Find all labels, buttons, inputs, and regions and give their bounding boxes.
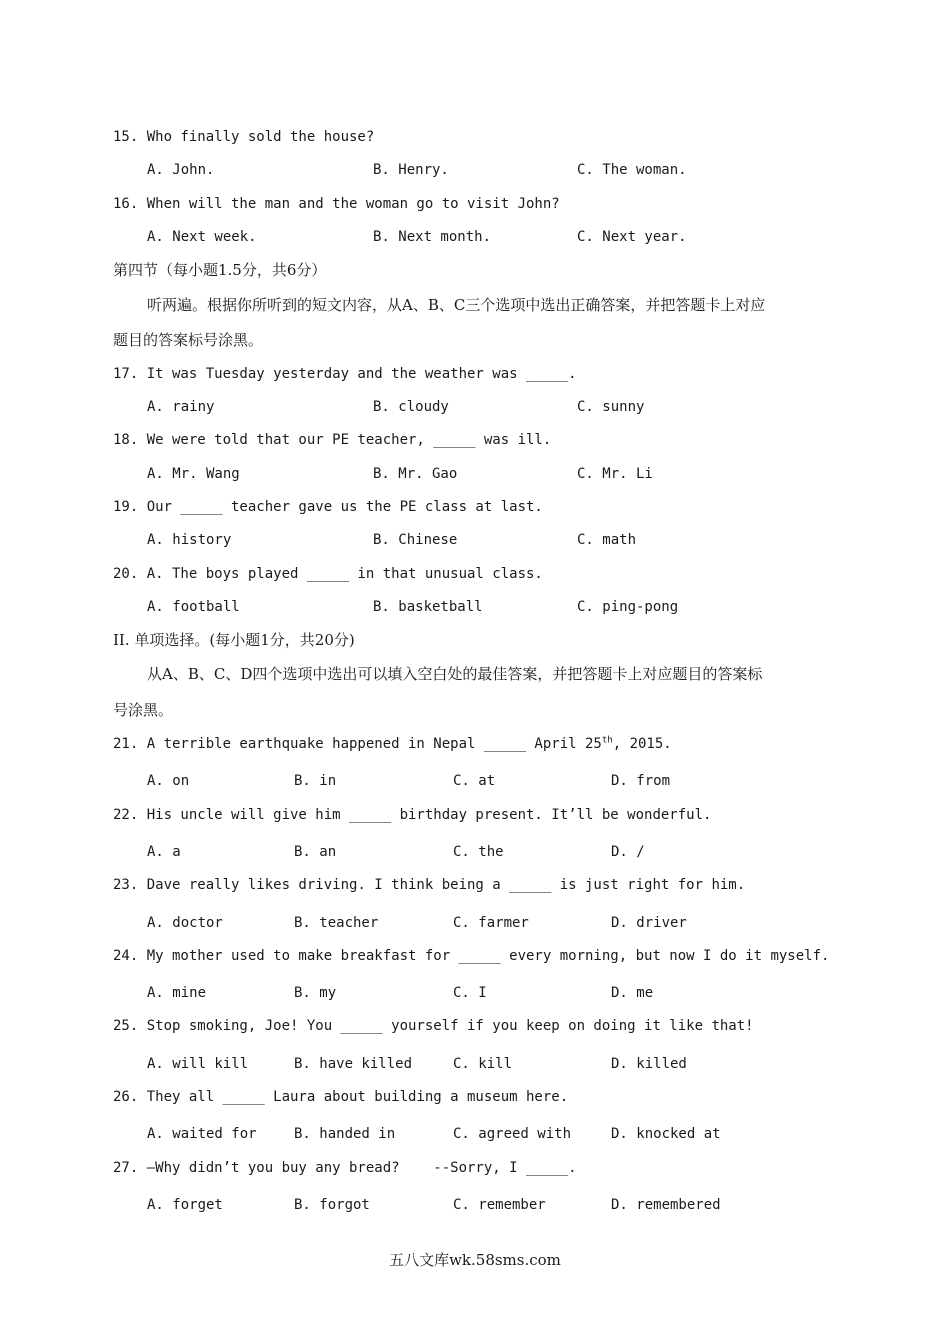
question-19-stem: 19. Our _____ teacher gave us the PE class at last.	[113, 499, 543, 515]
section-4-instruction-line2: 题目的答案标号涂黑。	[113, 331, 264, 349]
question-21-stem-text: 21. A terrible earthquake happened in Nepal _____ April 25	[113, 736, 602, 752]
question-24-option-d: D. me	[611, 985, 654, 1001]
question-24-option-c: C. I	[453, 985, 487, 1001]
section-2-instruction-line1: 从A、B、C、D四个选项中选出可以填入空白处的最佳答案，并把答题卡上对应题目的答案标	[147, 665, 763, 683]
question-25-option-a: A. will kill	[147, 1056, 249, 1072]
question-25-stem: 25. Stop smoking, Joe! You _____ yourself if you keep on doing it like that!	[113, 1018, 754, 1034]
question-21-option-a: A. on	[147, 773, 190, 789]
section-2-title: II. 单项选择。(每小题1分，共20分)	[113, 631, 355, 649]
question-26-option-a: A. waited for	[147, 1126, 257, 1142]
question-24-option-b: B. my	[294, 985, 337, 1001]
question-27-option-d: D. remembered	[611, 1197, 721, 1213]
question-23-option-b: B. teacher	[294, 915, 379, 931]
question-23-option-c: C. farmer	[453, 915, 529, 931]
question-25-option-b: B. have killed	[294, 1056, 413, 1072]
question-18-option-a: A. Mr. Wang	[147, 466, 240, 482]
page-footer-watermark: 五八文库wk.58sms.com	[389, 1251, 561, 1269]
question-15-option-a: A. John.	[147, 162, 215, 178]
question-22-option-b: B. an	[294, 844, 337, 860]
question-17-option-b: B. cloudy	[373, 399, 449, 415]
question-18-option-b: B. Mr. Gao	[373, 466, 458, 482]
question-26-option-d: D. knocked at	[611, 1126, 721, 1142]
question-27-option-c: C. remember	[453, 1197, 546, 1213]
question-16-option-b: B. Next month.	[373, 229, 492, 245]
question-22-stem: 22. His uncle will give him _____ birthday present. It’ll be wonderful.	[113, 807, 712, 823]
question-27-option-b: B. forgot	[294, 1197, 370, 1213]
question-19-option-b: B. Chinese	[373, 532, 458, 548]
question-20-option-a: A. football	[147, 599, 240, 615]
question-23-stem: 23. Dave really likes driving. I think being a _____ is just right for him.	[113, 877, 746, 893]
question-25-option-c: C. kill	[453, 1056, 513, 1072]
question-20-stem: 20. A. The boys played _____ in that unusual class.	[113, 566, 543, 582]
question-20-option-c: C. ping-pong	[577, 599, 679, 615]
question-15-option-c: C. The woman.	[577, 162, 687, 178]
question-15-stem: 15. Who finally sold the house?	[113, 129, 375, 145]
question-19-option-c: C. math	[577, 532, 637, 548]
question-25-option-d: D. killed	[611, 1056, 687, 1072]
question-21-option-b: B. in	[294, 773, 337, 789]
question-21-stem-superscript: th	[601, 735, 613, 746]
question-15-option-b: B. Henry.	[373, 162, 449, 178]
question-19-option-a: A. history	[147, 532, 232, 548]
question-21-stem	[113, 734, 672, 754]
question-23-option-a: A. doctor	[147, 915, 223, 931]
section-4-title: 第四节（每小题1.5分，共6分）	[113, 261, 327, 279]
section-2-instruction-line2: 号涂黑。	[113, 701, 174, 719]
section-4-instruction-line1: 听两遍。根据你所听到的短文内容，从A、B、C三个选项中选出正确答案，并把答题卡上对应	[147, 296, 766, 314]
question-26-stem: 26. They all _____ Laura about building a museum here.	[113, 1089, 569, 1105]
question-24-option-a: A. mine	[147, 985, 207, 1001]
question-16-stem: 16. When will the man and the woman go to visit John?	[113, 196, 560, 212]
question-26-option-c: C. agreed with	[453, 1126, 572, 1142]
question-21-option-d: D. from	[611, 773, 671, 789]
question-17-stem: 17. It was Tuesday yesterday and the weather was _____.	[113, 366, 577, 382]
question-26-option-b: B. handed in	[294, 1126, 396, 1142]
question-27-stem: 27. –Why didn’t you buy any bread? --Sorry, I _____.	[113, 1160, 577, 1176]
question-24-stem: 24. My mother used to make breakfast for _____ every morning, but now I do it myself.	[113, 948, 830, 964]
question-27-option-a: A. forget	[147, 1197, 223, 1213]
question-21-stem-end: , 2015.	[612, 736, 672, 752]
question-22-option-d: D. /	[611, 844, 645, 860]
question-22-option-a: A. a	[147, 844, 181, 860]
question-23-option-d: D. driver	[611, 915, 687, 931]
question-16-option-a: A. Next week.	[147, 229, 257, 245]
question-17-option-c: C. sunny	[577, 399, 645, 415]
question-17-option-a: A. rainy	[147, 399, 215, 415]
question-18-option-c: C. Mr. Li	[577, 466, 653, 482]
question-18-stem: 18. We were told that our PE teacher, _____ was ill.	[113, 432, 552, 448]
question-16-option-c: C. Next year.	[577, 229, 687, 245]
question-20-option-b: B. basketball	[373, 599, 483, 615]
question-21-option-c: C. at	[453, 773, 496, 789]
question-22-option-c: C. the	[453, 844, 504, 860]
